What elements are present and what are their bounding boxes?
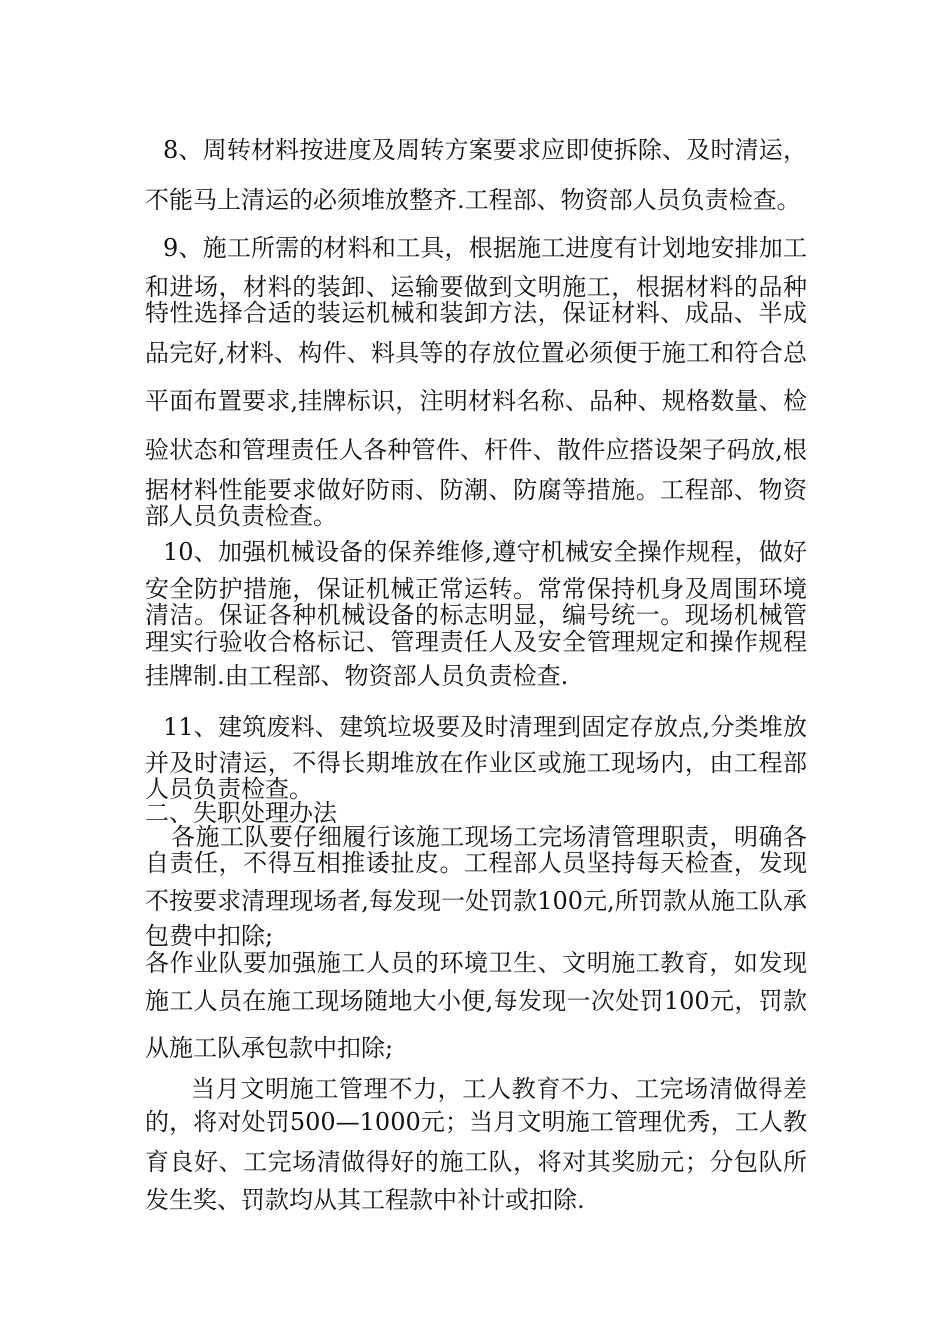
text-line-item10-5: 挂牌制.由工程部、物资部人员负责检查.: [145, 662, 569, 690]
text-line-penalty1-3: 不按要求清理现场者,每发现一处罚款100元,所罚款从施工队承: [145, 887, 807, 915]
text-line-item10-4: 理实行验收合格标记、管理责任人及安全管理规定和操作规程: [145, 628, 807, 656]
text-line-item9-3: 特性选择合适的装运机械和装卸方法，保证材料、成品、半成: [145, 299, 807, 327]
text-line-item9-5: 平面布置要求,挂牌标识，注明材料名称、品种、规格数量、检: [145, 387, 807, 415]
section-heading: 二、失职处理办法: [145, 799, 337, 827]
text-line-penalty2-2: 施工人员在施工现场随地大小便,每发现一次处罚100元，罚款: [145, 987, 807, 1015]
text-line-item11-3: 人员负责检查。: [145, 775, 313, 803]
text-line-penalty1-1: 各施工队要仔细履行该施工现场工完场清管理职责，明确各: [171, 823, 807, 851]
text-line-penalty2-3: 从施工队承包款中扣除;: [145, 1034, 394, 1062]
text-line-penalty2-1: 各作业队要加强施工人员的环境卫生、文明施工教育，如发现: [145, 949, 807, 977]
text-line-penalty3-3: 育良好、工完场清做得好的施工队，将对其奖励元；分包队所: [145, 1148, 807, 1176]
text-line-item9-2: 和进场，材料的装卸、运输要做到文明施工，根据材料的品种: [145, 273, 807, 301]
text-line-item10-3: 清洁。保证各种机械设备的标志明显，编号统一。现场机械管: [145, 601, 807, 629]
text-line-item9-6: 验状态和管理责任人各种管件、杆件、散件应搭设架子码放,根: [145, 436, 807, 464]
text-line-item9-4: 品完好,材料、构件、料具等的存放位置必须便于施工和符合总: [145, 339, 807, 367]
text-line-penalty1-2: 自责任，不得互相推诿扯皮。工程部人员坚持每天检查，发现: [145, 849, 807, 877]
text-line-penalty1-4: 包费中扣除;: [145, 922, 274, 950]
text-line-item11-2: 并及时清运，不得长期堆放在作业区或施工现场内，由工程部: [145, 749, 807, 777]
text-line-item10-2: 安全防护措施，保证机械正常运转。常常保持机身及周围环境: [145, 575, 807, 603]
text-line-item9-8: 部人员负责检查。: [145, 502, 337, 530]
text-line-item9-1: 9、施工所需的材料和工具，根据施工进度有计划地安排加工: [163, 234, 807, 262]
text-line-item8-1: 8、周转材料按进度及周转方案要求应即使拆除、及时清运，: [163, 136, 807, 164]
text-line-item11-1: 11、建筑废料、建筑垃圾要及时清理到固定存放点,分类堆放: [163, 713, 807, 741]
text-line-penalty3-2: 的，将对处罚500—1000元；当月文明施工管理优秀，工人教: [145, 1108, 807, 1136]
text-line-penalty3-4: 发生奖、罚款均从其工程款中补计或扣除.: [145, 1186, 585, 1214]
text-line-item8-2: 不能马上清运的必须堆放整齐.工程部、物资部人员负责检查。: [145, 186, 801, 214]
text-line-penalty3-1: 当月文明施工管理不力，工人教育不力、工完场清做得差: [191, 1075, 807, 1103]
text-line-item10-1: 10、加强机械设备的保养维修,遵守机械安全操作规程，做好: [163, 538, 807, 566]
text-line-item9-7: 据材料性能要求做好防雨、防潮、防腐等措施。工程部、物资: [145, 476, 807, 504]
